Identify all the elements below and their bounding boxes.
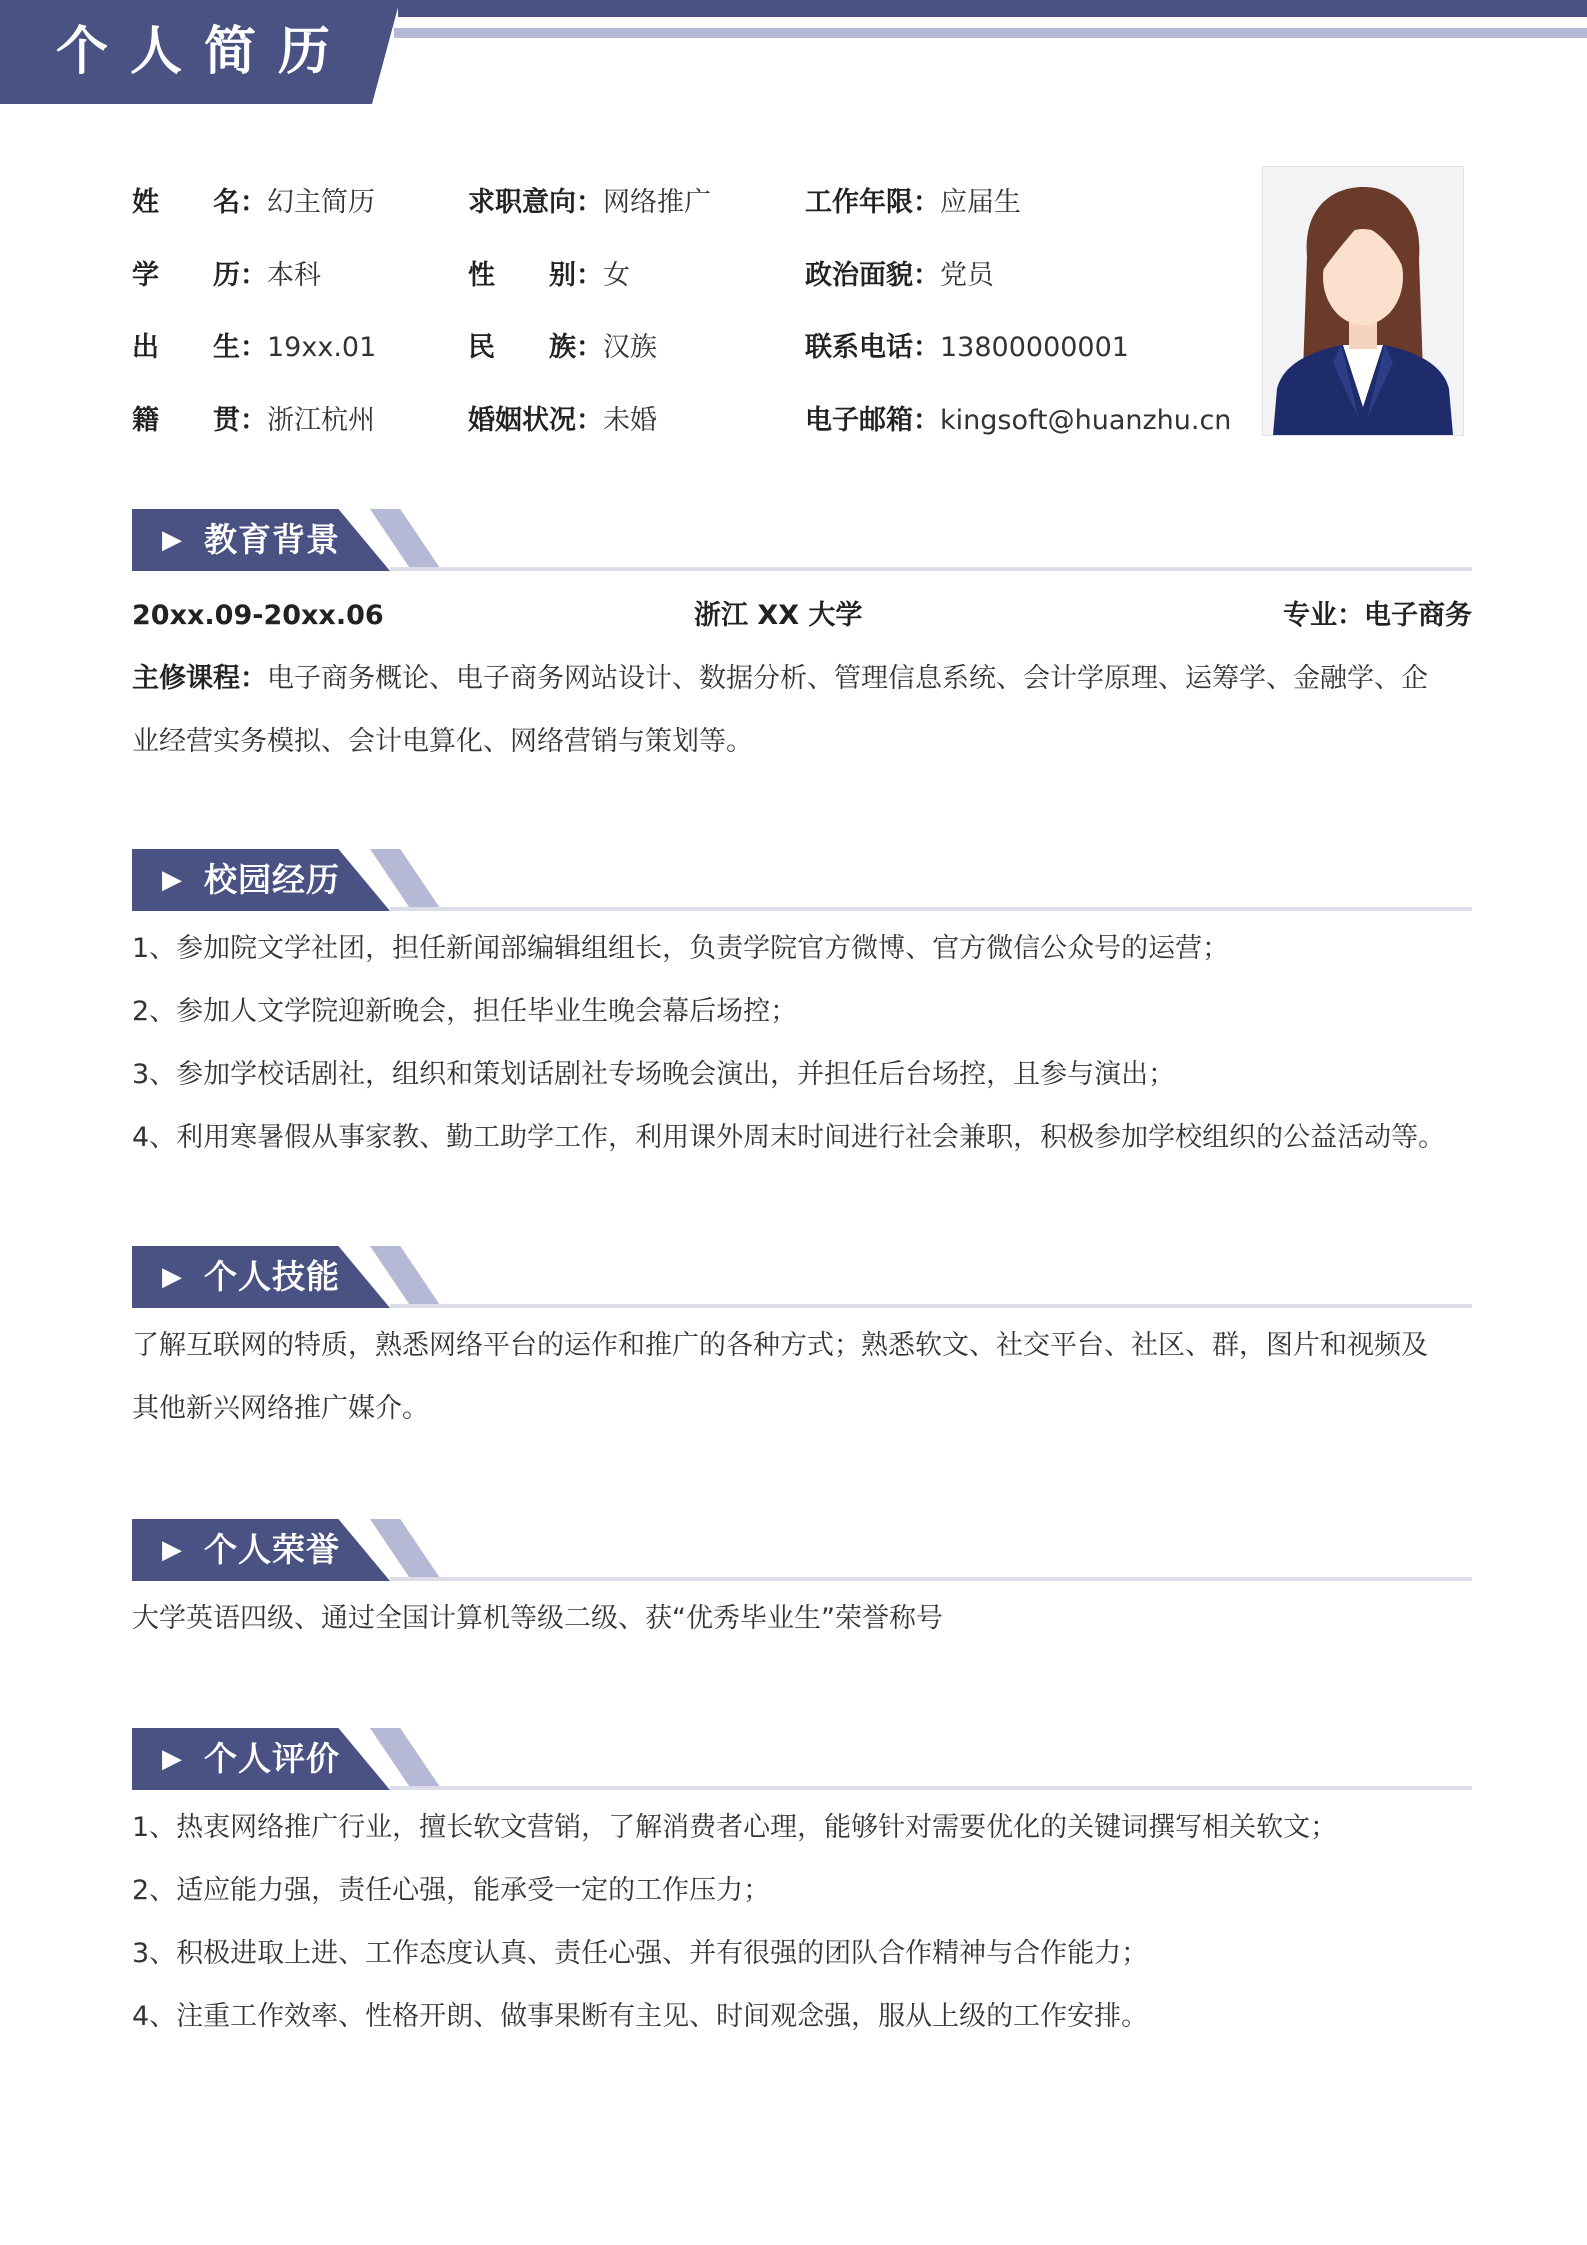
section-header (132, 1519, 1472, 1581)
paragraph-line: 其他新兴网络推广媒介。 (132, 1393, 429, 1424)
section-body (132, 1314, 1472, 1440)
info-value: 幻主简历 (267, 187, 375, 218)
info-label: 出 生： (132, 332, 267, 363)
section-rule (390, 1577, 1472, 1581)
list-item: 3、积极进取上进、工作态度认真、责任心强、并有很强的团队合作精神与合作能力； (132, 1938, 1149, 1969)
info-value: 本科 (267, 260, 321, 291)
section-campus (132, 849, 1472, 1169)
paragraph-line: 大学英语四级、通过全国计算机等级二级、获“优秀毕业生”荣誉称号 (132, 1603, 943, 1634)
section-title: 校园经历 (204, 860, 340, 899)
info-value: kingsoft@huanzhu.cn (940, 405, 1232, 436)
play-triangle-icon: ▶ (162, 1262, 182, 1292)
section-rule (390, 1786, 1472, 1790)
section-body (132, 1587, 1472, 1650)
section-rule (390, 1304, 1472, 1308)
section-header (132, 1246, 1472, 1308)
education-row (132, 584, 1472, 647)
education-major: 专业：电子商务 (1283, 600, 1472, 631)
info-item-education (132, 246, 321, 306)
info-label: 婚姻状况： (468, 405, 603, 436)
section-body (132, 917, 1472, 1169)
info-label: 民 族： (468, 332, 603, 363)
info-item-experience (805, 173, 1021, 233)
courses-text: 电子商务概论、电子商务网站设计、数据分析、管理信息系统、会计学原理、运筹学、金融学、企 (267, 663, 1428, 694)
info-item-ethnicity (468, 318, 657, 378)
info-label: 籍 贯： (132, 405, 267, 436)
info-value: 未婚 (603, 405, 657, 436)
list-item: 2、适应能力强，责任心强，能承受一定的工作压力； (132, 1875, 771, 1906)
info-item-birth (132, 318, 376, 378)
section-body (132, 584, 1472, 773)
info-item-hometown (132, 391, 375, 451)
info-value: 应届生 (940, 187, 1021, 218)
info-value: 网络推广 (603, 187, 711, 218)
section-title: 教育背景 (204, 520, 340, 559)
info-item-political (805, 246, 994, 306)
avatar-photo (1262, 166, 1464, 436)
play-triangle-icon: ▶ (162, 1535, 182, 1565)
courses-label: 主修课程： (132, 663, 267, 694)
info-label: 政治面貌： (805, 260, 940, 291)
courses-line: 业经营实务模拟、会计电算化、网络营销与策划等。 (132, 726, 753, 757)
info-item-marital (468, 391, 657, 451)
info-item-objective (468, 173, 711, 233)
info-item-email (805, 391, 1231, 451)
section-skills (132, 1246, 1472, 1440)
section-education (132, 509, 1472, 773)
info-label: 联系电话： (805, 332, 940, 363)
list-item: 1、参加院文学社团，担任新闻部编辑组组长，负责学院官方微博、官方微信公众号的运营； (132, 933, 1230, 964)
info-row (132, 246, 1232, 306)
paragraph-line: 了解互联网的特质，熟悉网络平台的运作和推广的各种方式；熟悉软文、社交平台、社区、群，图片和视频及 (132, 1330, 1428, 1361)
info-value: 汉族 (603, 332, 657, 363)
courses-line (132, 647, 1472, 710)
education-school: 浙江 XX 大学 (694, 600, 863, 631)
list-item: 4、利用寒暑假从事家教、勤工助学工作，利用课外周末时间进行社会兼职，积极参加学校组织的公益活动等。 (132, 1122, 1446, 1153)
section-header (132, 1728, 1472, 1790)
avatar-illustration (1263, 167, 1463, 435)
info-label: 求职意向： (468, 187, 603, 218)
section-evaluation (132, 1728, 1472, 2048)
info-label: 电子邮箱： (805, 405, 940, 436)
play-triangle-icon: ▶ (162, 865, 182, 895)
section-body (132, 1796, 1472, 2048)
section-honors (132, 1519, 1472, 1650)
education-date: 20xx.09-20xx.06 (132, 600, 384, 631)
section-title: 个人技能 (204, 1257, 340, 1296)
header-rule-dark (398, 0, 1587, 17)
info-label: 姓 名： (132, 187, 267, 218)
play-triangle-icon: ▶ (162, 1744, 182, 1774)
info-item-gender (468, 246, 630, 306)
info-row (132, 173, 1232, 233)
info-row (132, 318, 1232, 378)
info-row (132, 391, 1232, 451)
info-value: 女 (603, 260, 630, 291)
info-value: 浙江杭州 (267, 405, 375, 436)
section-header (132, 849, 1472, 911)
info-item-phone (805, 318, 1129, 378)
info-label: 学 历： (132, 260, 267, 291)
play-triangle-icon: ▶ (162, 525, 182, 555)
section-rule (390, 907, 1472, 911)
info-label: 工作年限： (805, 187, 940, 218)
list-item: 4、注重工作效率、性格开朗、做事果断有主见、时间观念强，服从上级的工作安排。 (132, 2001, 1149, 2032)
list-item: 2、参加人文学院迎新晚会，担任毕业生晚会幕后场控； (132, 996, 798, 1027)
section-rule (390, 567, 1472, 571)
info-value: 党员 (940, 260, 994, 291)
info-value: 13800000001 (940, 332, 1129, 363)
section-title: 个人荣誉 (204, 1530, 340, 1569)
section-title: 个人评价 (204, 1739, 340, 1778)
info-item-name (132, 173, 375, 233)
section-header (132, 509, 1472, 571)
list-item: 1、热衷网络推广行业，擅长软文营销，了解消费者心理，能够针对需要优化的关键词撰写相关软文； (132, 1812, 1338, 1843)
header-rule-light (394, 28, 1587, 38)
info-label: 性 别： (468, 260, 603, 291)
info-value: 19xx.01 (267, 332, 377, 363)
list-item: 3、参加学校话剧社，组织和策划话剧社专场晚会演出，并担任后台场控，且参与演出； (132, 1059, 1176, 1090)
personal-info (132, 173, 1232, 473)
page-title: 个人简历 (56, 22, 353, 82)
